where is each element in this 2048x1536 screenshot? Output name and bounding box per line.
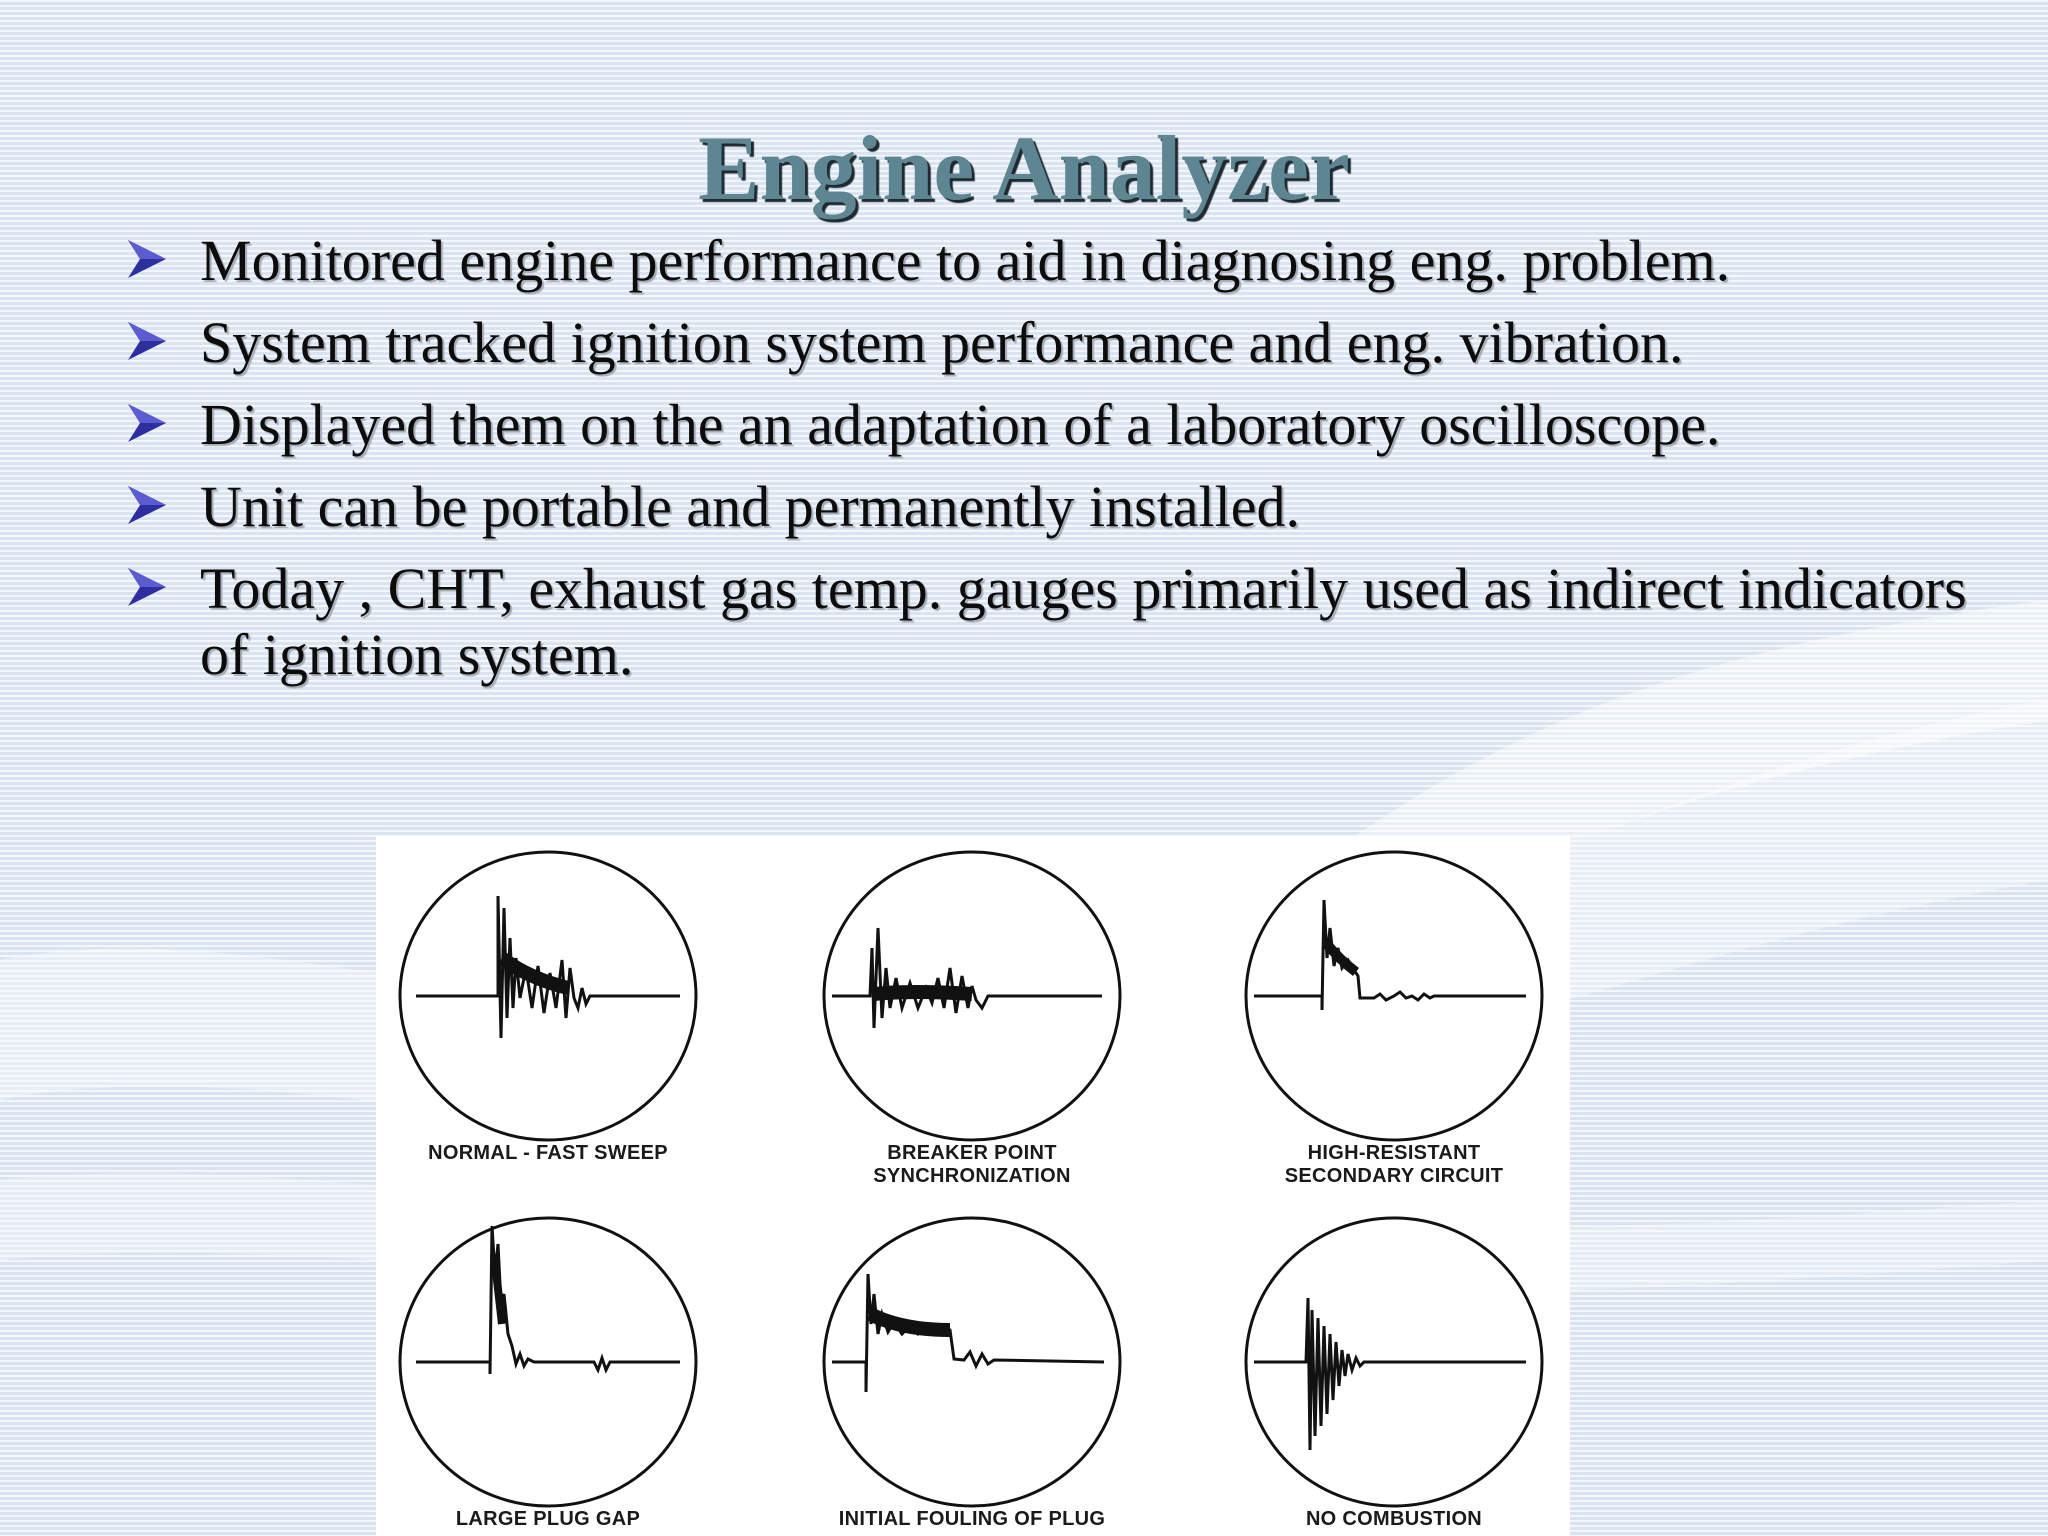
bullet-item	[120, 392, 2000, 458]
caption-line: HIGH-RESISTANT	[1307, 1142, 1481, 1164]
bullet-item	[120, 556, 2000, 688]
bullet-text: System tracked ignition system performance and eng. vibration.	[200, 310, 1684, 375]
oscilloscope-patterns-figure	[376, 836, 1570, 1536]
scope-normal-fast-sweep	[398, 848, 698, 1144]
arrowhead-icon	[126, 566, 168, 608]
caption-normal-fast-sweep	[368, 1142, 728, 1165]
caption-initial-fouling-of-plug	[792, 1508, 1152, 1531]
scope-high-resistant-secondary	[1244, 848, 1544, 1144]
arrowhead-icon	[126, 238, 168, 280]
scope-initial-fouling-of-plug	[822, 1214, 1122, 1510]
slide-title: Engine Analyzer	[698, 117, 1350, 219]
bullet-text: Unit can be portable and permanently installed.	[200, 474, 1301, 539]
bullet-item	[120, 228, 2000, 294]
scope-breaker-point-sync	[822, 848, 1122, 1144]
caption-line: BREAKER POINT	[887, 1142, 1057, 1164]
caption-line: SYNCHRONIZATION	[873, 1165, 1071, 1187]
caption-line: LARGE PLUG GAP	[455, 1508, 641, 1530]
bullet-list	[120, 228, 2000, 704]
caption-line: NO COMBUSTION	[1305, 1508, 1483, 1530]
arrowhead-icon	[126, 402, 168, 444]
caption-line: NORMAL - FAST SWEEP	[428, 1142, 668, 1164]
caption-large-plug-gap	[368, 1508, 728, 1531]
caption-high-resistant-secondary	[1214, 1142, 1574, 1188]
bullet-item	[120, 474, 2000, 540]
caption-line: SECONDARY CIRCUIT	[1284, 1165, 1504, 1187]
bullet-text: Displayed them on the an adaptation of a laboratory oscilloscope.	[200, 392, 1721, 457]
arrowhead-icon	[126, 484, 168, 526]
scope-large-plug-gap	[398, 1214, 698, 1510]
arrowhead-icon	[126, 320, 168, 362]
bullet-text: Today , CHT, exhaust gas temp. gauges primarily used as indirect indicators of ignition system.	[200, 556, 1967, 687]
caption-breaker-point-sync	[792, 1142, 1152, 1188]
scope-no-combustion	[1244, 1214, 1544, 1510]
caption-no-combustion	[1214, 1508, 1574, 1531]
caption-line: INITIAL FOULING OF PLUG	[838, 1508, 1106, 1530]
bullet-item	[120, 310, 2000, 376]
bullet-text: Monitored engine performance to aid in diagnosing eng. problem.	[200, 228, 1731, 293]
